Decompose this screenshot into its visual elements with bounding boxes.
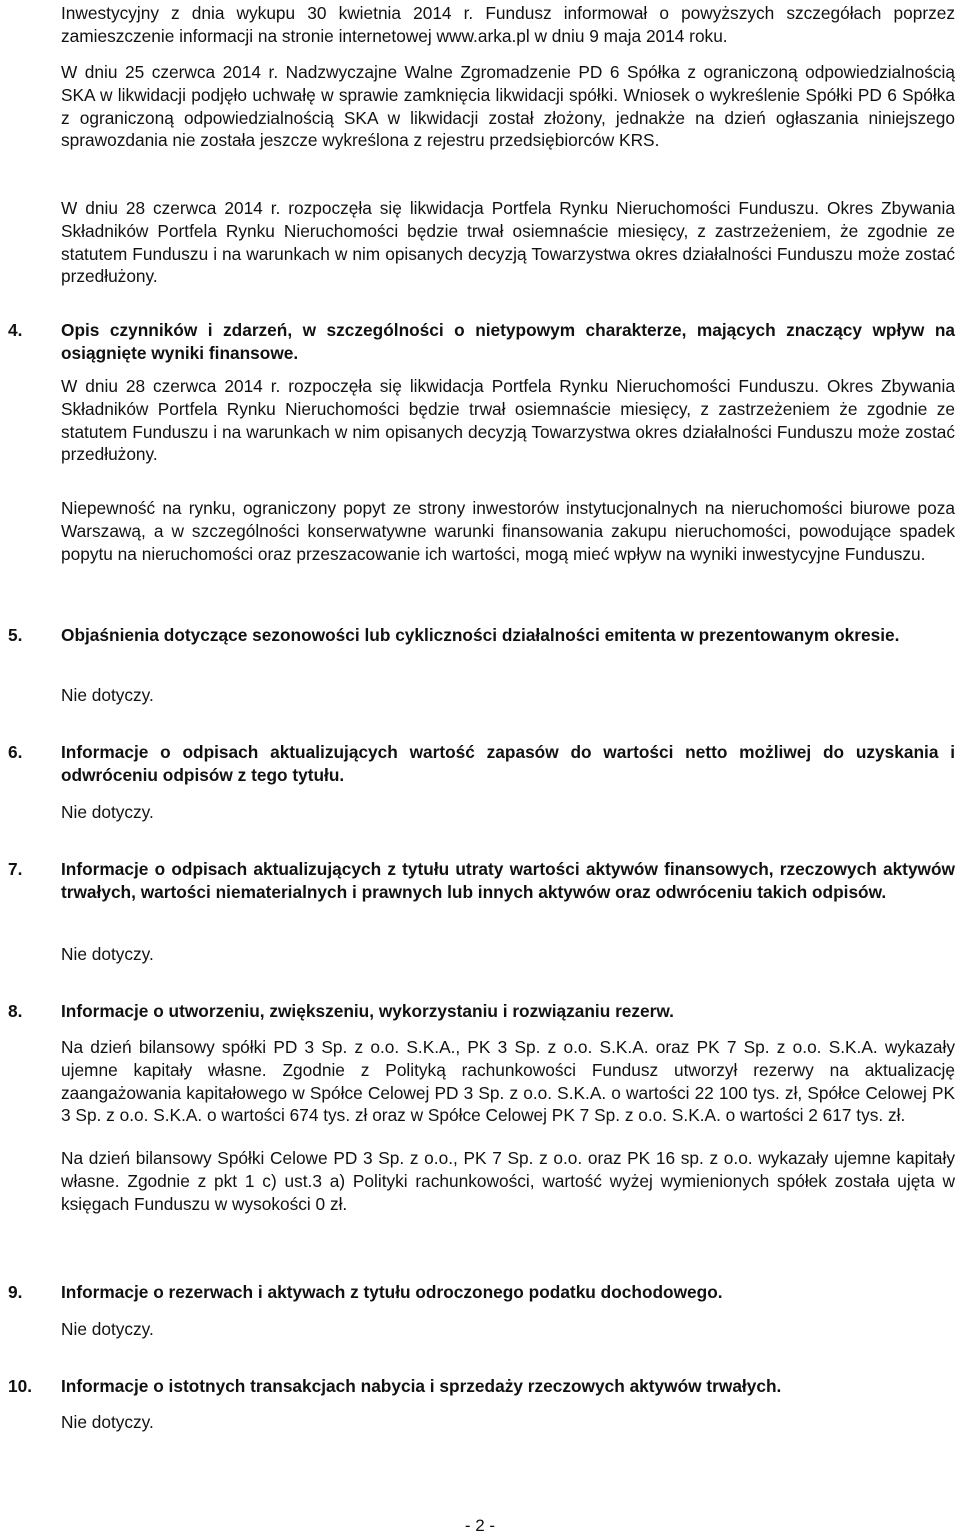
section-8-paragraph-1: Na dzień bilansowy spółki PD 3 Sp. z o.o. S.K.A., PK 3 Sp. z o.o. S.K.A. oraz PK 7 Sp. z o.o. S.K.A. wykazały ujemne kapitały własne. Zgodnie z Polityką rachunkowości Fundusz utworzył rezerwy na aktualizację zaangażowania kapitałowego w Spółce Celowej PD 3 Sp. z o.o. S.K.A. o wartości 22 100 tys. zł, Spółce Celowej PK 3 Sp. z o.o. S.K.A. o wartości 674 tys. zł oraz w Spółce Celowej PK 7 Sp. z o.o. S.K.A. o wartości 2 617 tys. zł. [61, 1037, 955, 1126]
section-heading: Opis czynników i zdarzeń, w szczególności o nietypowym charakterze, mających znaczący wpływ na osiągnięte wyniki finansowe. [61, 320, 955, 363]
section-4-paragraph-1: W dniu 28 czerwca 2014 r. rozpoczęła się likwidacja Portfela Rynku Nieruchomości Funduszu. Okres Zbywania Składników Portfela Rynku Nieruchomości będzie trwał osiemnaście miesięcy, z zastrzeżeniem że zgodnie ze statutem Funduszu i na warunkach w nim opisanych decyzją Towarzystwa okres działalności Funduszu może zostać przedłużony. [61, 376, 955, 465]
section-number: 7. [8, 859, 23, 879]
section-heading: Objaśnienia dotyczące sezonowości lub cykliczności działalności emitenta w prezentowanym okresie. [61, 625, 900, 645]
section-8-paragraph-2: Na dzień bilansowy Spółki Celowe PD 3 Sp. z o.o., PK 7 Sp. z o.o. oraz PK 16 sp. z o.o. wykazały ujemne kapitały własne. Zgodnie z pkt 1 c) ust.3 a) Polityki rachunkowości, wartość wyżej wymienionych spółek została ujęta w księgach Funduszu w wysokości 0 zł. [61, 1148, 955, 1214]
section-number: 5. [8, 625, 23, 645]
section-4-paragraph-2: Niepewność na rynku, ograniczony popyt ze strony inwestorów instytucjonalnych na nieruchomości biurowe poza Warszawą, a w szczególności konserwatywne warunki finansowania zakupu nieruchomości, powodujące spadek popytu na nieruchomości oraz przeszacowanie ich wartości, mogą mieć wpływ na wyniki inwestycyjne Funduszu. [61, 498, 955, 564]
section-5-paragraph-1: Nie dotyczy. [61, 685, 154, 705]
intro-paragraph-3: W dniu 28 czerwca 2014 r. rozpoczęła się likwidacja Portfela Rynku Nieruchomości Funduszu. Okres Zbywania Składników Portfela Rynku Nieruchomości będzie trwał osiemnaście miesięcy, z zastrzeżeniem, że zgodnie ze statutem Funduszu i na warunkach w nim opisanych decyzją Towarzystwa okres działalności Funduszu może zostać przedłużony. [61, 198, 955, 287]
section-7-paragraph-1: Nie dotyczy. [61, 944, 154, 964]
section-9-paragraph-1: Nie dotyczy. [61, 1319, 154, 1339]
section-6-paragraph-1: Nie dotyczy. [61, 802, 154, 822]
section-number: 10. [8, 1376, 33, 1396]
section-heading: Informacje o odpisach aktualizujących z tytułu utraty wartości aktywów finansowych, rzeczowych aktywów trwałych, wartości niematerialnych i prawnych lub innych aktywów oraz odwróceniu takich odpisów. [61, 859, 955, 902]
section-heading: Informacje o utworzeniu, zwiększeniu, wykorzystaniu i rozwiązaniu rezerw. [61, 1001, 674, 1021]
section-number: 4. [8, 320, 23, 340]
intro-paragraph-1: Inwestycyjny z dnia wykupu 30 kwietnia 2014 r. Fundusz informował o powyższych szczegółach poprzez zamieszczenie informacji na stronie internetowej www.arka.pl w dniu 9 maja 2014 roku. [61, 3, 955, 46]
section-heading: Informacje o odpisach aktualizujących wartość zapasów do wartości netto możliwej do uzyskania i odwróceniu odpisów z tego tytułu. [61, 742, 955, 785]
page-number: - 2 - [464, 1516, 496, 1535]
section-number: 9. [8, 1282, 23, 1302]
section-heading: Informacje o rezerwach i aktywach z tytułu odroczonego podatku dochodowego. [61, 1282, 723, 1302]
section-number: 6. [8, 742, 23, 762]
section-10-paragraph-1: Nie dotyczy. [61, 1412, 154, 1432]
intro-paragraph-2: W dniu 25 czerwca 2014 r. Nadzwyczajne Walne Zgromadzenie PD 6 Spółka z ograniczoną odpowiedzialnością SKA w likwidacji podjęło uchwałę w sprawie zamknięcia likwidacji spółki. Wniosek o wykreślenie Spółki PD 6 Spółka z ograniczoną odpowiedzialnością SKA w likwidacji został złożony, jednakże na dzień ogłaszania niniejszego sprawozdania nie została jeszcze wykreślona z rejestru przedsiębiorców KRS. [61, 62, 955, 151]
section-heading: Informacje o istotnych transakcjach nabycia i sprzedaży rzeczowych aktywów trwałych. [61, 1376, 782, 1396]
section-number: 8. [8, 1001, 23, 1021]
